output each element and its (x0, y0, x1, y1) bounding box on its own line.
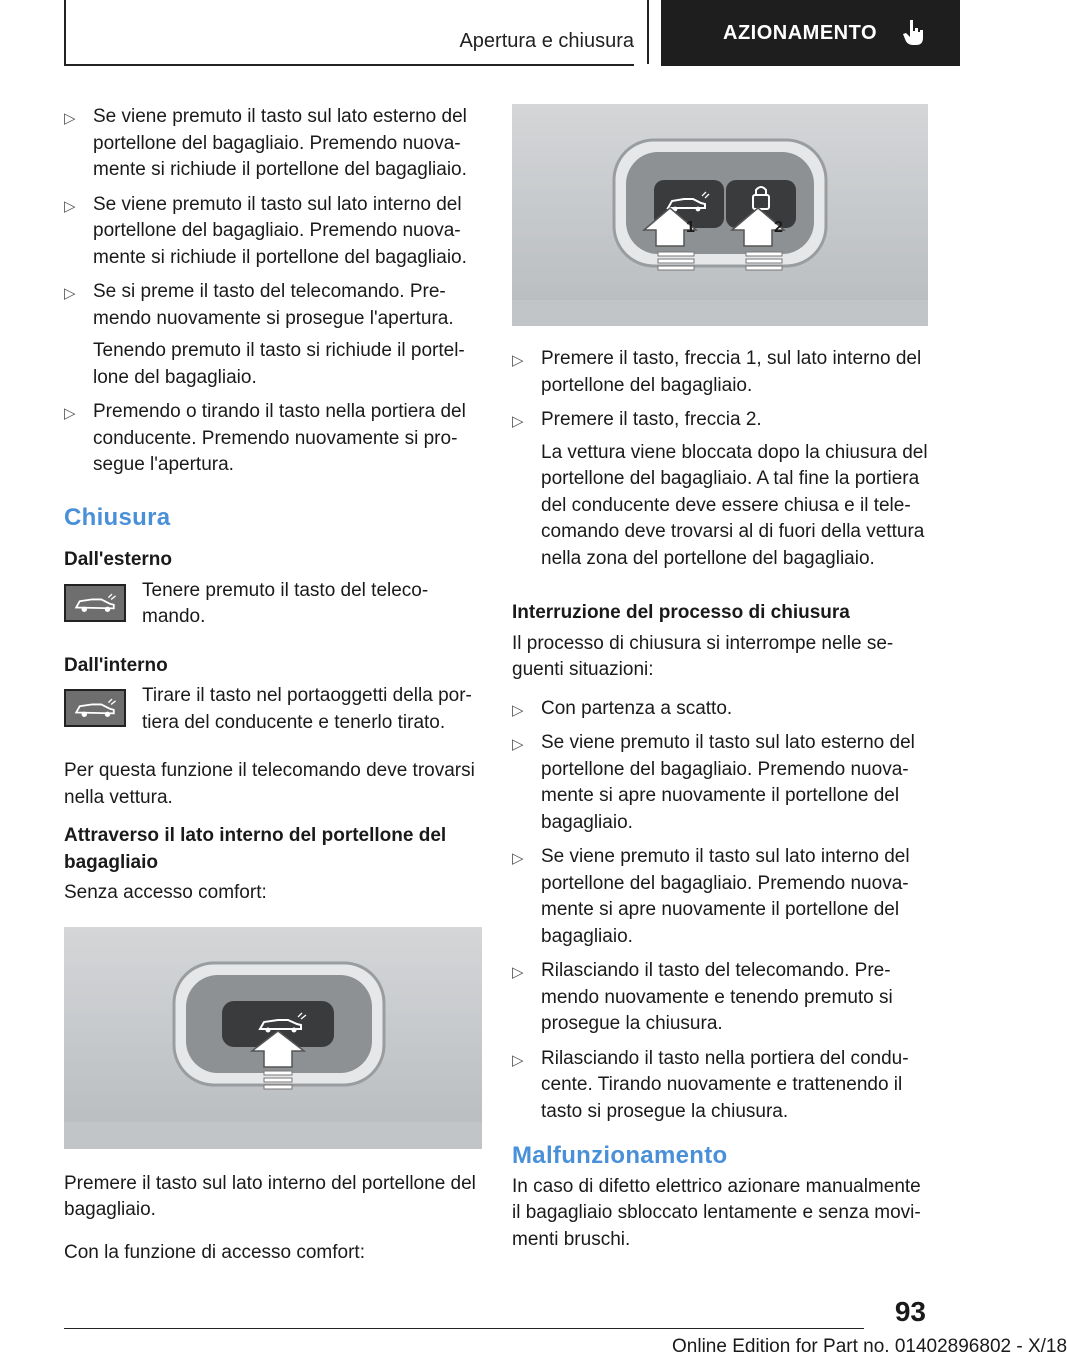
arrow-label-2: 2 (774, 219, 783, 236)
list-item: ▷ Se si preme il tasto del telecomando. Premendo nuovamente si prosegue l'apertura. (64, 281, 454, 329)
subheading-dall-interno: Dall'interno (64, 654, 168, 676)
triangle-bullet-icon: ▷ (512, 413, 524, 430)
comfort-buttons-illustration (512, 104, 928, 326)
tailgate-button-photo (64, 927, 482, 1149)
with-comfort-access-label: Con la funzione di accesso comfort: (64, 1241, 365, 1263)
list-item: ▷ Premendo o tirando il tasto nella portiera del conducente. Premendo nuovamente si prosegue l'apertura. (64, 401, 466, 475)
list-item: ▷ Se viene premuto il tasto sul lato esterno del portellone del bagagliaio. Premendo nuovamente si richiude il portellone del bagagliaio. (64, 106, 467, 180)
triangle-bullet-icon: ▷ (512, 1051, 524, 1069)
no-comfort-access-label: Senza accesso comfort: (64, 882, 267, 903)
triangle-bullet-icon: ▷ (64, 110, 76, 127)
chapter-tab-label: AZIONAMENTO (723, 21, 878, 44)
tailgate-button-illustration (64, 927, 482, 1149)
triangle-bullet-icon: ▷ (512, 736, 524, 753)
right-column (512, 104, 930, 1265)
hand-pointer-icon (901, 18, 927, 48)
list-item: ▷ Premere il tasto, freccia 2. (512, 407, 930, 434)
list-subparagraph: Tenendo premuto il tasto si richiude il portellone del bagagliaio. (93, 340, 465, 388)
page-header (0, 0, 960, 66)
heading-malfunzionamento: Malfunzionamento (512, 1142, 728, 1169)
tailgate-car-icon (64, 689, 126, 727)
arrow-label-1: 1 (686, 219, 695, 236)
triangle-bullet-icon: ▷ (64, 405, 76, 422)
triangle-bullet-icon: ▷ (64, 285, 76, 302)
list-item: ▷ Se viene premuto il tasto sul lato interno del portellone del bagagliaio. Premendo nuovamente si richiude il portellone del bagagliaio. (64, 193, 467, 268)
photo-caption: Premere il tasto sul lato interno del portellone del bagagliaio. (64, 1172, 476, 1220)
driver-door-text: Tirare il tasto nel portaoggetti della portiera del conducente e tenerlo tirato. (142, 685, 472, 733)
triangle-bullet-icon: ▷ (64, 197, 76, 215)
header-divider-mid (647, 0, 649, 64)
comfort-steps-list (512, 346, 930, 434)
remote-note: Per questa funzione il telecomando deve trovarsi nella vettura. (64, 760, 475, 808)
comfort-access-buttons-photo (512, 104, 928, 326)
list-item: ▷ Se viene premuto il tasto sul lato esterno del portellone del bagagliaio. Premendo nuovamente si apre nuovamente il portellone del bagagliaio. (512, 732, 915, 833)
remote-key-row (64, 578, 482, 631)
interruption-intro: Il processo di chiusura si interrompe nelle seguenti situazioni: (512, 632, 894, 680)
list-item: ▷ Con partenza a scatto. (512, 696, 930, 723)
left-column (64, 104, 482, 1278)
triangle-bullet-icon: ▷ (512, 352, 524, 369)
triangle-bullet-icon: ▷ (512, 701, 524, 719)
page-number: 93 (894, 1296, 926, 1327)
triangle-bullet-icon: ▷ (512, 850, 524, 867)
list-item: ▷ Premere il tasto, freccia 1, sul lato interno del portellone del bagagliaio. (512, 348, 922, 396)
list-subparagraph: La vettura viene bloccata dopo la chiusura del portellone del bagagliaio. A tal fine la portiera del conducente deve essere chiusa e il telecomando deve trovarsi al di fuori della vettura nella zona del portellone del bagagliaio. (541, 441, 928, 569)
remote-key-text: Tenere premuto il tasto del telecomando. (142, 579, 429, 627)
list-item: ▷ Rilasciando il tasto nella portiera del conducente. Tirando nuovamente e trattenendo il tasto si prosegue la chiusura. (512, 1047, 909, 1122)
opening-list-cont (64, 399, 482, 479)
malfunction-text: In caso di difetto elettrico azionare manualmente il bagagliaio sbloccato lentamente e senza movimenti bruschi. (512, 1175, 921, 1250)
subheading-dall-esterno: Dall'esterno (64, 549, 172, 570)
triangle-bullet-icon: ▷ (512, 964, 524, 981)
heading-chiusura: Chiusura (64, 503, 171, 531)
section-title: Apertura e chiusura (459, 30, 634, 52)
driver-door-row (64, 683, 482, 736)
header-divider-left (64, 0, 66, 64)
list-item: ▷ Rilasciando il tasto del telecomando. Premendo nuovamente e tenendo premuto si prosegue la chiusura. (512, 960, 893, 1034)
tailgate-car-icon (64, 584, 126, 622)
subheading-interruption: Interruzione del processo di chiusura (512, 602, 850, 623)
header-divider-bottom (64, 64, 634, 66)
list-item: ▷ Se viene premuto il tasto sul lato interno del portellone del bagagliaio. Premendo nuovamente si apre nuovamente il portellone del bagagliaio. (512, 846, 910, 947)
interruption-list (512, 696, 930, 1126)
opening-list (64, 104, 482, 332)
edition-note: Online Edition for Part no. 01402896802 - X/18 (672, 1336, 1067, 1357)
chapter-tab (661, 0, 960, 66)
footer-divider (64, 1328, 864, 1329)
subheading-tailgate-inside: Attraverso il lato interno del portellone del bagagliaio (64, 825, 447, 873)
